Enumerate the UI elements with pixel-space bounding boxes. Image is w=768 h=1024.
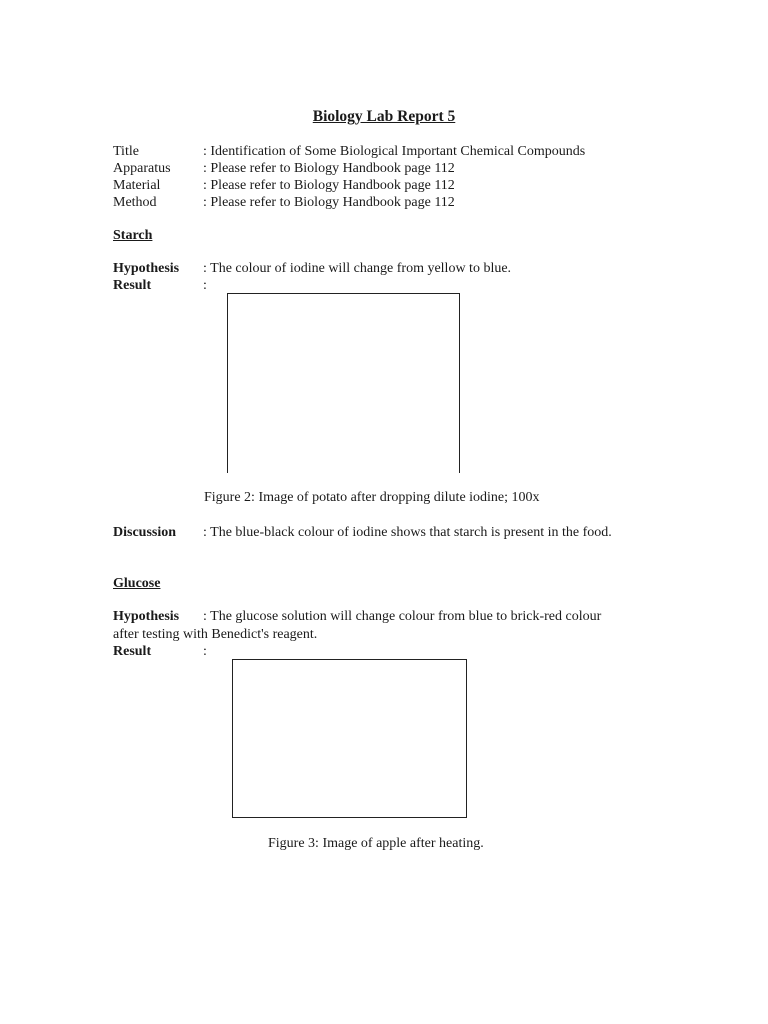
- glucose-result-colon: :: [203, 644, 207, 659]
- title-label: Title: [113, 144, 139, 159]
- glucose-figure-caption: Figure 3: Image of apple after heating.: [268, 836, 484, 851]
- starch-figure-caption: Figure 2: Image of potato after dropping dilute iodine; 100x: [204, 490, 540, 505]
- starch-discussion-text: : The blue-black colour of iodine shows that starch is present in the food.: [203, 525, 612, 540]
- starch-heading: Starch: [113, 228, 153, 243]
- glucose-result-label: Result: [113, 644, 152, 659]
- report-title: Biology Lab Report 5: [312, 108, 456, 125]
- material-value: : Please refer to Biology Handbook page 112: [203, 178, 455, 193]
- glucose-hypothesis-continuation: after testing with Benedict's reagent.: [113, 627, 318, 642]
- method-value: : Please refer to Biology Handbook page 112: [203, 195, 455, 210]
- starch-hypothesis-text: : The colour of iodine will change from yellow to blue.: [203, 261, 512, 276]
- material-label: Material: [113, 178, 161, 193]
- glucose-hypothesis-text: : The glucose solution will change colour from blue to brick-red colour: [203, 609, 602, 624]
- starch-hypothesis-label: Hypothesis: [113, 261, 180, 276]
- title-value: : Identification of Some Biological Important Chemical Compounds: [203, 144, 586, 159]
- starch-result-colon: :: [203, 278, 207, 293]
- starch-discussion-label: Discussion: [113, 525, 177, 540]
- glucose-hypothesis-label: Hypothesis: [113, 609, 180, 624]
- apparatus-value: : Please refer to Biology Handbook page 112: [203, 161, 455, 176]
- starch-result-label: Result: [113, 278, 152, 293]
- apparatus-label: Apparatus: [113, 161, 171, 176]
- glucose-heading: Glucose: [113, 576, 161, 591]
- starch-figure-placeholder: [227, 293, 460, 473]
- method-label: Method: [113, 195, 157, 210]
- glucose-figure-placeholder: [232, 659, 467, 818]
